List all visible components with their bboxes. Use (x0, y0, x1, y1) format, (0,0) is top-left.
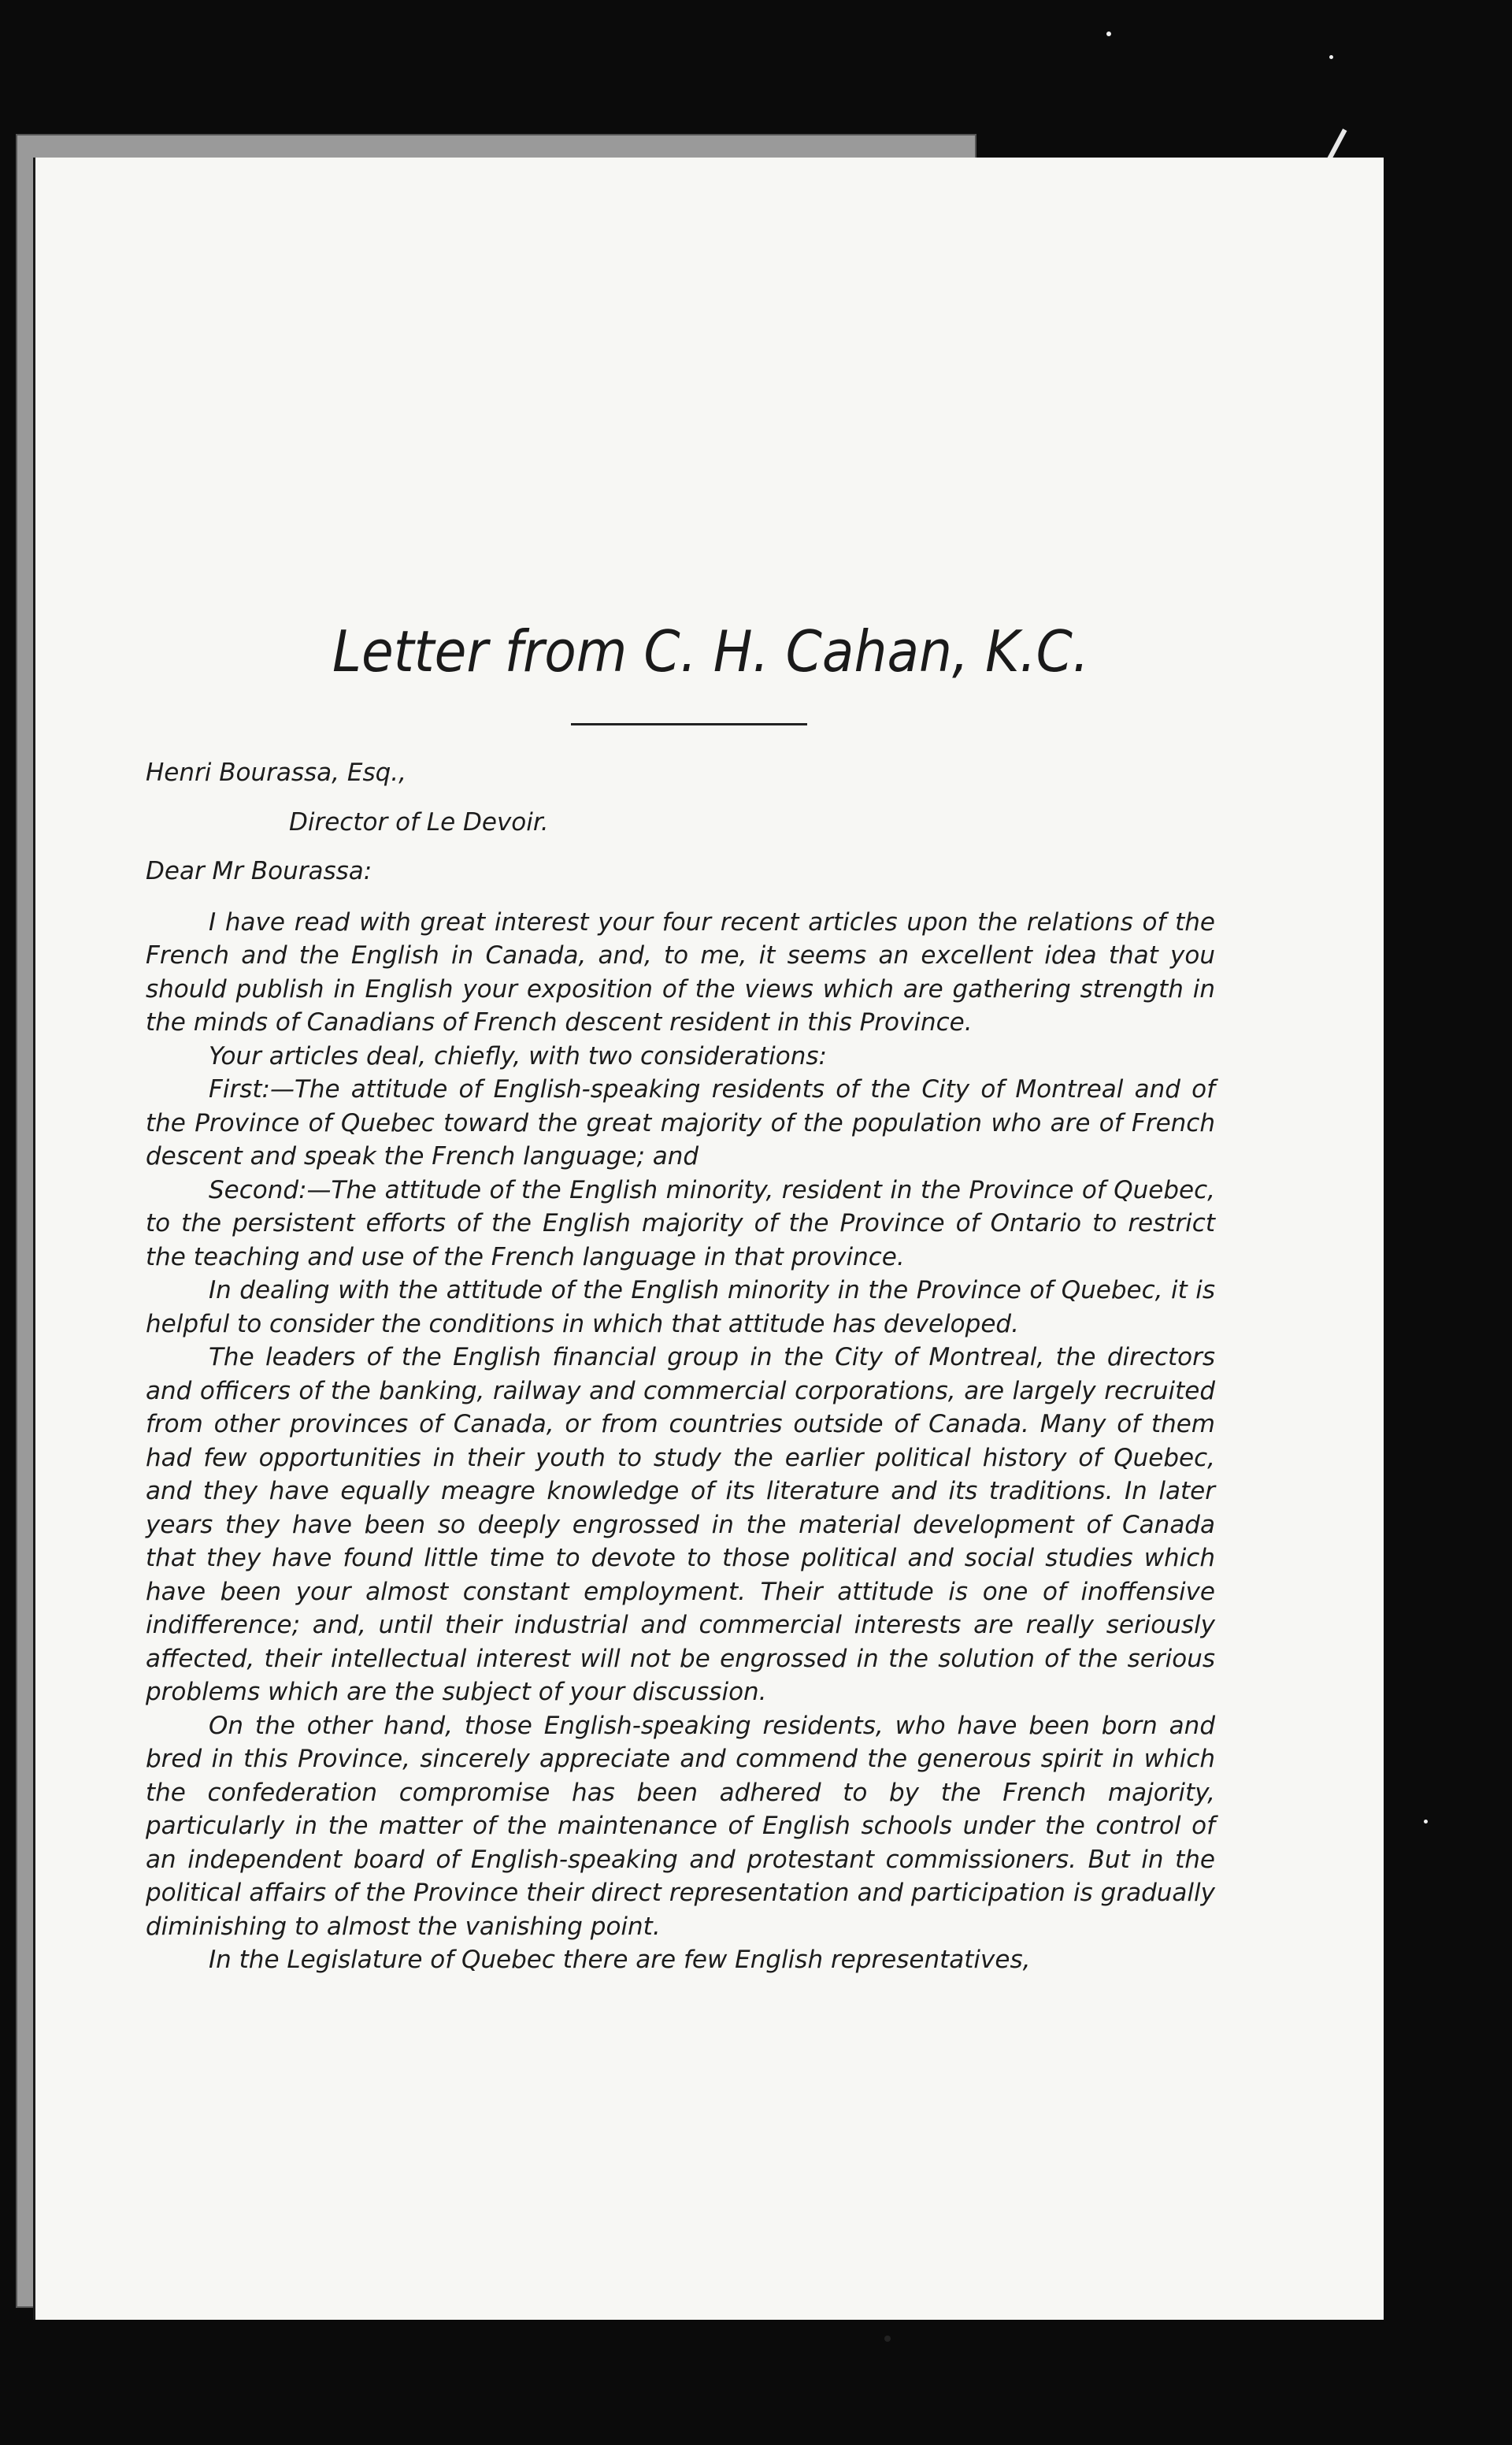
document-page (33, 158, 1384, 2320)
address-line-1: Henri Bourassa, Esq., (146, 759, 406, 787)
pencil-margin-note (79, 567, 126, 2442)
paragraph: First:—The attitude of English-speaking residents of the City of Montreal and of the Province of Quebec toward the great majority of the population who are of French descent and speak the French language; and (146, 1075, 1215, 1171)
page-title: Letter from C. H. Cahan, K.C. (332, 618, 1089, 685)
film-speck (1329, 55, 1333, 59)
address-line-2: Director of Le Devoir. (289, 807, 549, 837)
title-divider (571, 723, 807, 725)
paragraph: In the Legislature of Quebec there are few English representatives, (209, 1946, 1031, 1974)
greeting: Dear Mr Bourassa: (146, 857, 372, 885)
paragraph: On the other hand, those English-speaking residents, who have been born and bred in this Province, sincerely appreciate and commend the generous spirit in which the confederation compromise has been adhered to by the French majority, particularly in the matter of the maintenance of English schools under the control of an independent board of English-speaking and protestant commissioners. But in the political affairs of the Province their direct representation and participation is gradually diminishing to almost the vanishing point. (146, 1711, 1215, 1941)
paragraph: The leaders of the English financial group in the City of Montreal, the directors and officers of the banking, railway and commercial corporations, are largely recruited from other provinces of Canada, or from countries outside of Canada. Many of them had few opportunities in their youth to study the earlier political history of Quebec, and they have equally meagre knowledge of its literature and its traditions. In later years they have been so deeply engrossed in the material development of Canada that they have found little time to devote to those political and social studies which have been your almost constant employment. Their attitude is one of inoffensive indifference; and, until their industrial and commercial interests are really seriously affected, their intellectual interest will not be engrossed in the solution of the serious problems which are the subject of your discussion. (146, 1343, 1215, 1706)
film-speck (1106, 32, 1111, 36)
letter-body (146, 756, 1215, 1977)
paragraph: I have read with great interest your four recent articles upon the relations of the French and the English in Canada, and, to me, it seems an excellent idea that you should publish in English your exposition of the views which are gathering strength in the minds of Canadians of French descent resident in this Province. (146, 907, 1215, 1037)
paragraph: Your articles deal, chiefly, with two considerations: (209, 1041, 827, 1070)
film-speck (1424, 1820, 1428, 1824)
page-mark-dot (884, 2336, 891, 2342)
paragraph: Second:—The attitude of the English minority, resident in the Province of Quebec, to the persistent efforts of the English majority of the Province of Ontario to restrict the teaching and use of the French language in that province. (146, 1175, 1215, 1271)
paragraph: In dealing with the attitude of the English minority in the Province of Quebec, it is helpful to consider the conditions in which that attitude has developed. (146, 1276, 1215, 1338)
